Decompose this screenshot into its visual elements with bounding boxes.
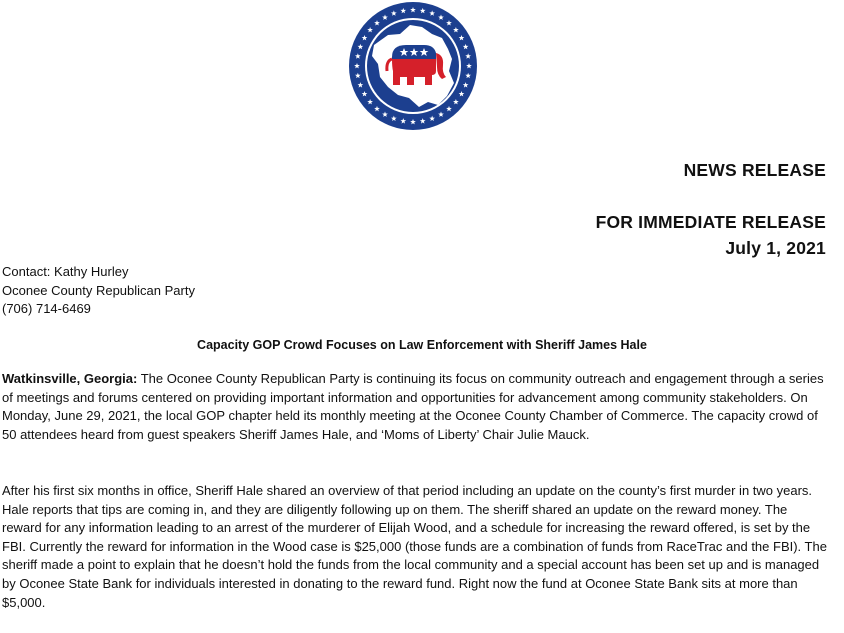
elephant-logo-icon (348, 1, 478, 131)
article-headline: Capacity GOP Crowd Focuses on Law Enforcement with Sheriff James Hale (197, 338, 647, 352)
dateline: Watkinsville, Georgia: (2, 371, 138, 386)
paragraph-1-text: The Oconee County Republican Party is continuing its focus on community outreach and engagement through a series of meetings and forums centered on providing important information and opportunities for advancement among community stakeholders. On Monday, June 29, 2021, the local GOP chapter held its monthly meeting at the Oconee County Chamber of Commerce. The capacity crowd of 50 attendees heard from guest speakers Sheriff James Hale, and ‘Moms of Liberty’ Chair Julie Mauck. (2, 371, 824, 442)
body-paragraph-1 (2, 370, 828, 444)
contact-organization: Oconee County Republican Party (2, 282, 195, 298)
contact-name: Contact: Kathy Hurley (2, 264, 129, 279)
contact-block (2, 263, 195, 319)
news-release-heading: NEWS RELEASE (683, 160, 826, 180)
release-date: July 1, 2021 (725, 238, 826, 258)
gop-logo (348, 1, 478, 131)
body-paragraph-2: After his first six months in office, Sheriff Hale shared an overview of that period including an update on the county’s first murder in two years. Hale reports that tips are coming in, and they are diligently following up on them. The sheriff shared an update on the reward money. The reward for any information leading to an arrest of the murderer of Elijah Wood, and a schedule for increasing the reward offered, is set by the FBI. Currently the reward for information in the Wood case is $25,000 (those funds are a combination of funds from RaceTrac and the FBI). The sheriff made a point to explain that he doesn’t hold the funds from the local community and a special account has been set up and is managed by Oconee State Bank for individuals interested in donating to the reward fund. Right now the fund at Oconee State Bank sits at more than $5,000. (2, 483, 827, 610)
for-immediate-release-heading: FOR IMMEDIATE RELEASE (595, 212, 826, 232)
contact-phone: (706) 714-6469 (2, 301, 91, 316)
